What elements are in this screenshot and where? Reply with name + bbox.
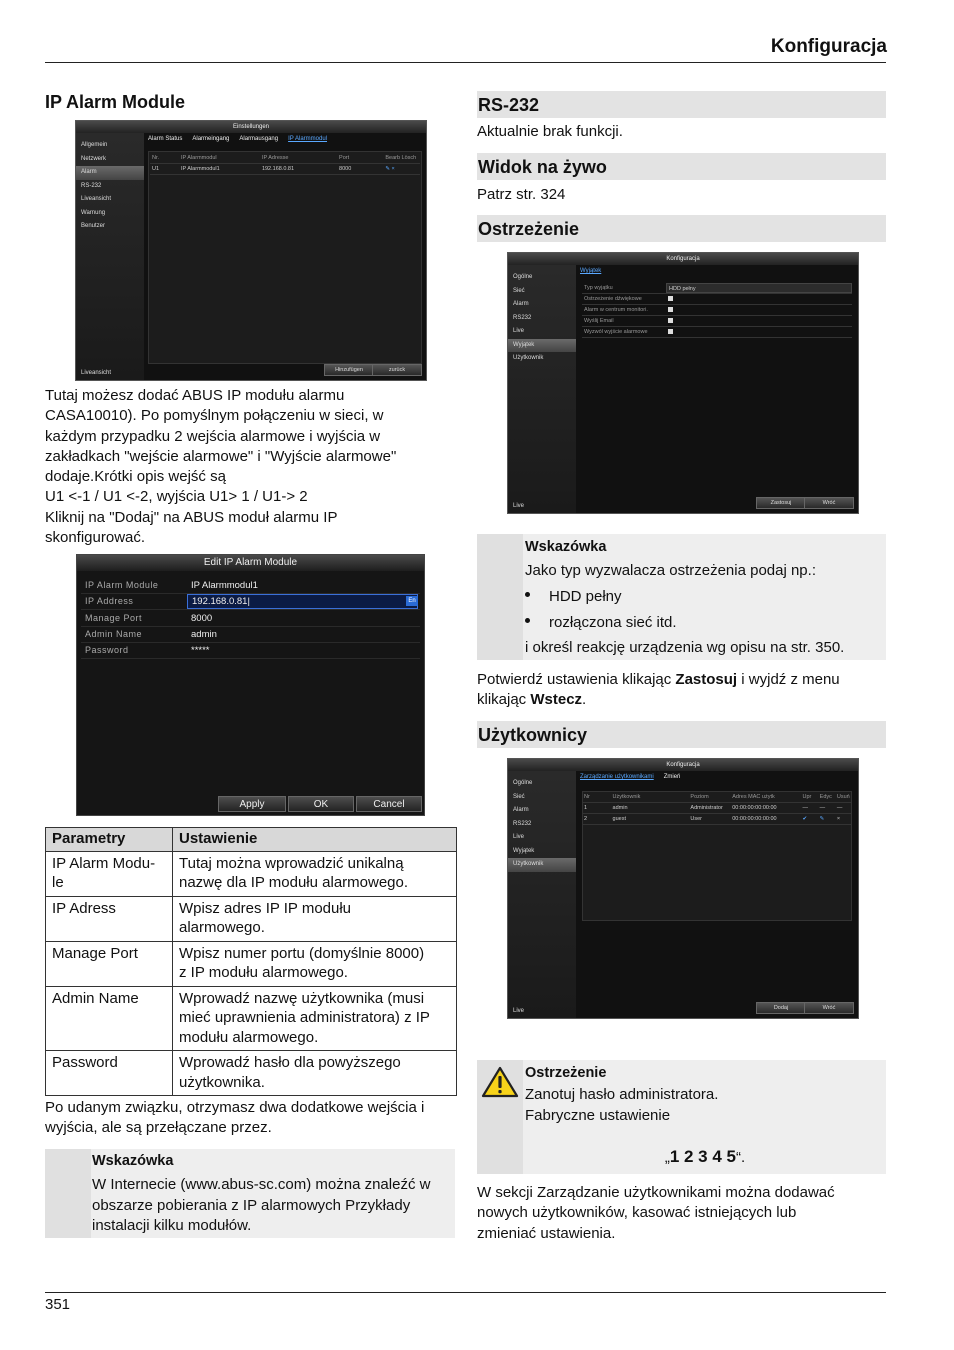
note-line: Fabryczne ustawienie: [525, 1107, 671, 1124]
dialog-field-row: [81, 627, 420, 643]
note-title: Ostrzeżenie: [525, 1065, 607, 1081]
back-button: zurück: [372, 364, 422, 376]
checkbox: [668, 318, 673, 323]
users-paragraph: [477, 1183, 886, 1244]
dialog-title: Edit IP Alarm Module: [77, 555, 424, 571]
note-line: obszarze pobierania z IP alarmowych Przykłady: [92, 1196, 411, 1214]
col-header: Adres MAC użytk: [732, 794, 775, 800]
rs232-text: Aktualnie brak funkcji.: [477, 123, 623, 140]
table-header-row: [582, 792, 852, 803]
checkbox: [668, 296, 673, 301]
sidebar-item-selected: Wyjątek: [508, 339, 576, 353]
sidebar-item: Live: [513, 834, 525, 840]
sidebar-bottom-item: Live: [513, 502, 525, 509]
field-label: Typ wyjątku: [584, 285, 613, 291]
screenshot-sidebar: [508, 771, 576, 1018]
cell: guest: [612, 816, 627, 822]
text-line: W sekcji Zarządzanie użytkownikami można dodawać: [477, 1184, 835, 1201]
text: klikając: [477, 691, 531, 709]
note-bullet: rozłączona sieć itd.: [525, 610, 885, 636]
cell: 00:00:00:00:00:00: [732, 805, 777, 811]
apply-label: Zastosuj: [675, 671, 738, 688]
tab: Zmień: [663, 774, 681, 780]
parameter-table: [45, 827, 457, 1096]
field-label: Wyzwól wyjście alarmowe: [584, 329, 648, 335]
screenshot-title: Konfiguracja: [508, 253, 858, 265]
sidebar-item-selected: Użytkownik: [508, 858, 576, 872]
field-label: Alarm w centrum monitori.: [584, 307, 648, 313]
col-header: IP Alarmmodul: [180, 155, 217, 161]
hint-note: [477, 534, 886, 660]
tab: Alarm Status: [148, 136, 183, 142]
note-body: [92, 1151, 455, 1236]
sidebar-item: Allgemein: [81, 142, 108, 148]
col-header: Nr: [584, 794, 590, 800]
field-value: HDD pełny: [666, 283, 852, 293]
dialog-field-row: [81, 594, 420, 610]
sidebar-item: RS232: [513, 820, 532, 827]
dialog-field-row: [81, 578, 420, 594]
note-strip: [45, 1149, 91, 1238]
col-header: IP Adresse: [261, 155, 289, 161]
sidebar-item: Użytkownik: [513, 355, 544, 361]
sidebar-item: Benutzer: [81, 223, 106, 229]
cell: 192.168.0.81: [261, 166, 295, 172]
exception-fields: [582, 283, 852, 338]
intro-line: U1 <-1 / U1 <-2, wyjścia U1> 1 / U1-> 2: [45, 488, 308, 506]
screenshot-title: Konfiguracja: [508, 759, 858, 771]
text: i wyjdź z menu: [737, 671, 840, 688]
param-setting: Wprowadź hasło dla powyższego użytkownika.: [173, 1051, 457, 1096]
cell: 1: [584, 805, 588, 811]
cancel-button: Cancel: [356, 796, 422, 812]
section-heading-users: Użytkownicy: [477, 721, 886, 748]
text-line: [477, 690, 886, 710]
intro-line: zakładkach "wejście alarmowe" i "Wyjście alarmowe": [45, 447, 397, 465]
cell: —: [802, 805, 808, 811]
text: .: [582, 691, 587, 709]
footer-rule: [45, 1292, 886, 1293]
quote-close: “.: [736, 1149, 746, 1166]
field-label: Password: [85, 645, 129, 655]
screenshot-tabs: [580, 268, 611, 274]
users-table: [582, 792, 852, 825]
param-setting: Wpisz adres IP IP modułu alarmowego.: [173, 896, 457, 941]
keyboard-en-icon: En: [406, 596, 418, 606]
field-row: [582, 283, 852, 294]
field-row: [582, 316, 852, 327]
screenshot-tabs: [148, 136, 337, 142]
tab: Alarmeingang: [192, 136, 230, 142]
sidebar-item: Ogólne: [513, 274, 533, 280]
sidebar-item-selected: Alarm: [76, 166, 144, 180]
col-header: Ustawienie: [173, 828, 457, 852]
param-setting: Wpisz numer portu (domyślnie 8000) z IP modułu alarmowego.: [173, 941, 457, 986]
edit-icon: ✎ ×: [385, 166, 395, 172]
param-name: Password: [46, 1051, 173, 1096]
note-bullet: HDD pełny: [525, 584, 885, 610]
note-body: [525, 537, 885, 660]
tab-active: Zarządzanie użytkownikami: [580, 774, 654, 780]
checkbox: [668, 329, 673, 334]
table-row: [582, 803, 852, 814]
note-line: instalacji kilku modułów.: [92, 1216, 252, 1234]
sidebar-item: Wyjątek: [513, 847, 535, 854]
param-setting: Wprowadź nazwę użytkownika (musi mieć uprawnienia administratora) z IP modułu alarmowego.: [173, 986, 457, 1051]
intro-line: dodaje.Krótki opis wejść są: [45, 468, 226, 486]
header-rule: [45, 62, 886, 63]
field-label: IP Alarm Module: [85, 580, 159, 590]
cell: —: [819, 805, 826, 811]
apply-button: Zastosuj: [756, 497, 806, 509]
cell: Administrator: [690, 805, 723, 811]
field-value: *****: [191, 645, 210, 656]
section-heading-ip-alarm-module: IP Alarm Module: [45, 92, 186, 112]
section-heading-live: Widok na żywo: [477, 153, 886, 180]
intro-line: Tutaj możesz dodać ABUS IP modułu alarmu: [45, 387, 345, 404]
field-label: Manage Port: [85, 613, 143, 623]
screenshot-users: [507, 758, 859, 1019]
table-row: [46, 986, 457, 1051]
sidebar-item: Alarm: [513, 807, 529, 813]
param-name: IP Adress: [46, 896, 173, 941]
col-header: Użytkownik: [612, 794, 641, 800]
text: Potwierdź ustawienia klikając: [477, 671, 676, 688]
intro-paragraph: [45, 386, 455, 548]
text-line: [477, 670, 886, 690]
field-row: [582, 327, 852, 338]
cell: User: [690, 816, 703, 822]
note-line: i określ reakcję urządzenia wg opisu na str. 350.: [525, 639, 845, 656]
cell: IP Alarmmodul1: [180, 166, 220, 172]
param-setting: Tutaj można wprowadzić unikalną nazwę dla IP modułu alarmowego.: [173, 851, 457, 896]
note-line: W Internecie (www.abus-sc.com) można znaleźć w: [92, 1176, 431, 1194]
param-name: Manage Port: [46, 941, 173, 986]
sidebar-bottom-item: Liveansicht: [81, 369, 112, 376]
screenshot-sidebar: [508, 265, 576, 513]
param-name: Admin Name: [46, 986, 173, 1051]
note-title: Wskazówka: [92, 1153, 174, 1169]
intro-line: CASA10010). Po pomyślnym połączeniu w sieci, w: [45, 407, 384, 425]
add-button: Hinzufügen: [324, 364, 374, 376]
ok-button: OK: [288, 796, 354, 812]
screenshot-ip-alarm-list: [75, 120, 427, 381]
table-row: [150, 164, 420, 175]
table-row: [46, 851, 457, 896]
col-header: Nr.: [152, 155, 160, 161]
note-line: Zanotuj hasło administratora.: [525, 1086, 719, 1103]
tab-active: Wyjątek: [580, 268, 602, 274]
sidebar-bottom-item: Live: [513, 1007, 525, 1014]
field-row: [582, 305, 852, 316]
table-header-row: [150, 153, 420, 164]
screenshot-title: Einstellungen: [76, 121, 426, 133]
cell: —: [836, 805, 843, 811]
checkbox: [668, 307, 673, 312]
field-row: [582, 294, 852, 305]
sidebar-item: Liveansicht: [81, 196, 112, 202]
warning-triangle-icon: [481, 1066, 519, 1098]
col-header: Port: [339, 155, 350, 161]
note-body: [525, 1063, 885, 1168]
confirm-paragraph: [477, 670, 886, 711]
cell: 00:00:00:00:00:00: [732, 816, 777, 822]
add-button: Dodaj: [756, 1002, 806, 1014]
screenshot-exception: [507, 252, 859, 514]
intro-line: każdym przypadku 2 wejścia alarmowe i wyjścia w: [45, 427, 381, 445]
table-row: [46, 896, 457, 941]
screenshot-tabs: [580, 774, 690, 780]
field-value: IP Alarmmodul1: [191, 580, 258, 591]
field-value: 8000: [191, 613, 213, 624]
param-name: IP Alarm Modu- le: [46, 851, 173, 896]
sidebar-item: Netzwerk: [81, 155, 107, 162]
field-label: Admin Name: [85, 629, 143, 639]
page-header-title: Konfiguracja: [770, 36, 887, 57]
field-value: admin: [191, 629, 217, 640]
password-value: 1 2 3 4 5: [669, 1147, 736, 1166]
sidebar-item: Alarm: [513, 301, 529, 307]
text-line: nowych użytkowników, kasować istniejących lub: [477, 1204, 797, 1222]
delete-icon: ×: [836, 816, 841, 822]
screenshot-table: [150, 153, 420, 175]
back-button: Wróć: [804, 1002, 854, 1014]
apply-button: Apply: [218, 796, 286, 812]
section-heading-warning: Ostrzeżenie: [477, 215, 886, 242]
intro-line: skonfigurować.: [45, 529, 146, 547]
sidebar-item: Sieć: [513, 793, 525, 800]
sidebar-item: Sieć: [513, 287, 525, 294]
table-row: [582, 814, 852, 825]
col-header: Poziom: [690, 794, 709, 800]
cell: U1: [152, 166, 160, 172]
screenshot-table-area: [148, 151, 422, 364]
table-header-row: [46, 828, 457, 852]
text-line: wyjścia, ale są przełączane przez.: [45, 1119, 272, 1137]
page-number: 351: [45, 1296, 71, 1313]
note-strip: [477, 534, 523, 660]
back-button: Wróć: [804, 497, 854, 509]
quote-open: „: [664, 1149, 670, 1166]
table-row: [46, 941, 457, 986]
field-label: Wyślij Email: [584, 318, 614, 324]
sidebar-item: Warnung: [81, 209, 106, 216]
tab-active: IP Alarmmodul: [288, 136, 327, 142]
note-line: Jako typ wyzwalacza ostrzeżenia podaj np.:: [525, 562, 816, 579]
hint-note: [45, 1149, 455, 1238]
warning-note: [477, 1060, 886, 1174]
screenshot-sidebar: [76, 133, 144, 380]
cell: 8000: [339, 166, 352, 172]
col-header: Usuń: [836, 794, 850, 800]
sidebar-item: Live: [513, 328, 525, 334]
check-icon: ✔: [802, 816, 808, 822]
intro-line: Kliknij na "Dodaj" na ABUS moduł alarmu IP: [45, 508, 338, 526]
dialog-field-row: [81, 643, 420, 659]
back-label: Wstecz: [530, 691, 583, 709]
cell: 2: [584, 816, 588, 822]
field-label: Ostrzeżenie dźwiękowe: [584, 296, 642, 302]
table-row: [46, 1051, 457, 1096]
default-password: [525, 1146, 885, 1168]
cell: admin: [612, 805, 628, 811]
live-text: Patrz str. 324: [477, 186, 566, 203]
sidebar-item: RS232: [513, 314, 532, 321]
text-line: Po udanym związku, otrzymasz dwa dodatkowe wejścia i: [45, 1099, 425, 1116]
field-label: IP Address: [85, 596, 134, 606]
col-header: Bearb Lösch: [385, 155, 417, 161]
tab: Alarmausgang: [239, 136, 279, 142]
dialog-field-row: [81, 611, 420, 627]
edit-icon: ✎: [819, 816, 825, 822]
sidebar-item: RS-232: [81, 182, 102, 189]
col-header: Edyc: [819, 794, 832, 800]
after-table-paragraph: [45, 1098, 457, 1139]
col-header: Parametry: [46, 828, 173, 852]
section-heading-rs232: RS-232: [477, 91, 886, 118]
ip-address-input: 192.168.0.81|: [187, 594, 418, 609]
col-header: Upr: [802, 794, 812, 800]
sidebar-item: Ogólne: [513, 780, 533, 786]
text-line: zmieniać ustawienia.: [477, 1224, 616, 1242]
note-title: Wskazówka: [525, 539, 607, 555]
screenshot-edit-dialog: [76, 554, 425, 816]
